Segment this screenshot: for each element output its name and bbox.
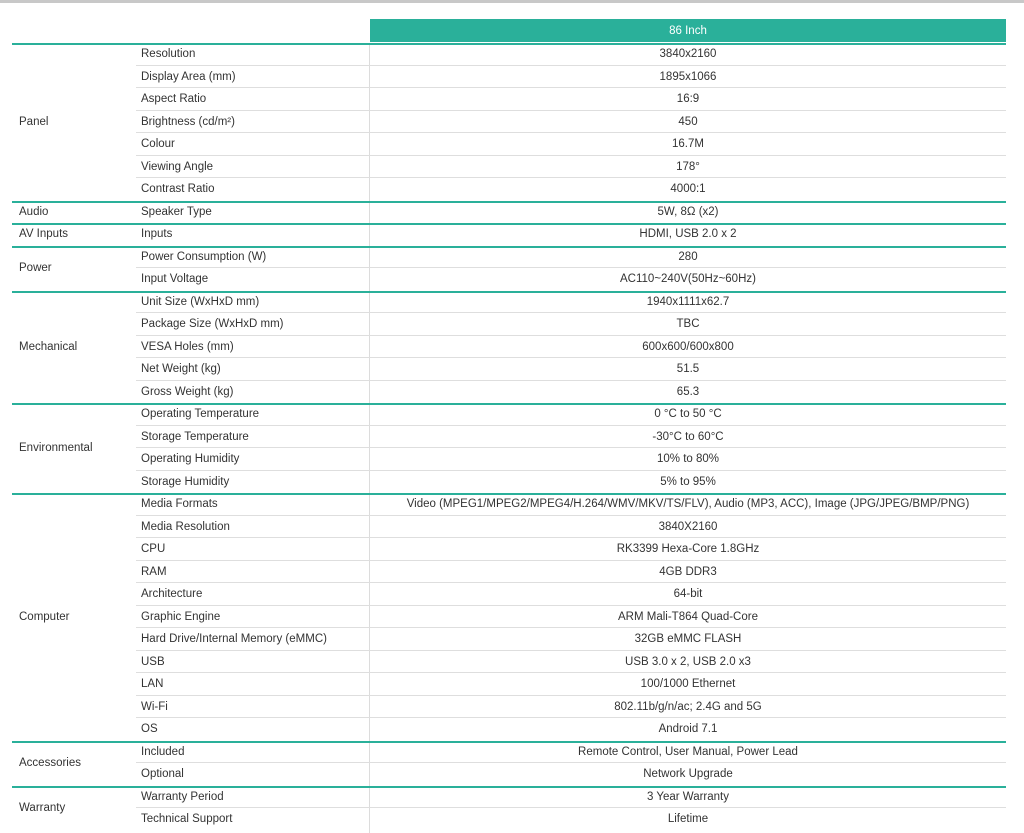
spec-key: CPU — [141, 543, 166, 555]
spec-key: LAN — [141, 678, 164, 690]
spec-row — [136, 246, 1006, 269]
spec-value: 3 Year Warranty — [646, 790, 730, 803]
spec-row — [136, 43, 1006, 66]
spec-row — [136, 763, 1006, 786]
spec-group-power — [12, 246, 1006, 291]
spec-value: Video (MPEG1/MPEG2/MPEG4/H.264/WMV/MKV/TS/FLV), Audio (MP3, ACC), Image (JPG/JPEG/BMP/PNG) — [406, 498, 970, 510]
spec-key: Storage Temperature — [141, 430, 249, 443]
spec-row — [136, 471, 1006, 494]
spec-value: 65.3 — [676, 385, 700, 398]
spec-value: AC110~240V(50Hz~60Hz) — [620, 273, 756, 285]
spec-row — [136, 741, 1006, 764]
spec-value: RK3399 Hexa-Core 1.8GHz — [616, 543, 760, 555]
spec-key: Net Weight (kg) — [141, 363, 221, 375]
spec-key: Warranty Period — [141, 790, 224, 803]
spec-row — [136, 786, 1006, 809]
group-label: Warranty — [19, 802, 66, 814]
spec-group-mechanical — [12, 291, 1006, 404]
spec-group-panel — [12, 43, 1006, 201]
spec-key: Operating Temperature — [141, 408, 260, 420]
spec-key: Architecture — [141, 588, 203, 600]
spec-row — [136, 628, 1006, 651]
group-label: AV Inputs — [19, 228, 69, 241]
spec-key: Operating Humidity — [141, 453, 240, 465]
spec-row — [136, 381, 1006, 404]
spec-row — [136, 651, 1006, 674]
spec-row — [136, 268, 1006, 291]
spec-key: VESA Holes (mm) — [141, 340, 234, 353]
spec-key: Contrast Ratio — [141, 183, 215, 195]
spec-group-accessories — [12, 741, 1006, 786]
spec-key: Brightness (cd/m²) — [141, 115, 235, 128]
spec-key: Speaker Type — [141, 205, 212, 218]
spec-value: ARM Mali-T864 Quad-Core — [618, 610, 758, 623]
spec-group-environmental — [12, 403, 1006, 493]
spec-value: 1895x1066 — [659, 70, 717, 83]
spec-value: 3840X2160 — [658, 520, 718, 533]
spec-group-av-inputs — [12, 223, 1006, 246]
spec-value: 16:9 — [676, 93, 700, 105]
spec-row — [136, 313, 1006, 336]
spec-row — [136, 358, 1006, 381]
spec-value: 3840x2160 — [659, 48, 717, 60]
spec-value: HDMI, USB 2.0 x 2 — [639, 228, 737, 240]
spec-group-audio — [12, 201, 1006, 224]
spec-key: Display Area (mm) — [141, 70, 236, 83]
spec-row — [136, 201, 1006, 224]
spec-key: Unit Size (WxHxD mm) — [141, 295, 260, 308]
spec-row — [136, 448, 1006, 471]
spec-value: -30°C to 60°C — [652, 430, 724, 443]
spec-row — [136, 133, 1006, 156]
spec-key: Included — [141, 745, 185, 758]
top-divider — [0, 0, 1024, 3]
group-label: Environmental — [19, 442, 93, 454]
spec-key: Gross Weight (kg) — [141, 385, 234, 398]
spec-row — [136, 561, 1006, 584]
spec-key: Power Consumption (W) — [141, 250, 267, 263]
spec-key: USB — [141, 655, 165, 668]
spec-key: Colour — [141, 138, 175, 150]
spec-row — [136, 178, 1006, 201]
spec-value: 802.11b/g/n/ac; 2.4G and 5G — [614, 700, 762, 713]
spec-value: 450 — [678, 115, 698, 128]
spec-value: 100/1000 Ethernet — [640, 678, 736, 690]
spec-key: Graphic Engine — [141, 610, 221, 623]
spec-key: Aspect Ratio — [141, 93, 207, 105]
spec-row — [136, 583, 1006, 606]
spec-row — [136, 606, 1006, 629]
spec-key: Resolution — [141, 48, 196, 60]
model-header — [370, 19, 1006, 42]
group-label: Computer — [19, 610, 70, 623]
spec-value: Network Upgrade — [643, 768, 733, 780]
spec-row — [136, 673, 1006, 696]
spec-key: OS — [141, 723, 158, 735]
spec-row — [136, 808, 1006, 831]
spec-value: 16.7M — [672, 138, 704, 150]
spec-value: Remote Control, User Manual, Power Lead — [578, 745, 798, 758]
spec-row — [136, 516, 1006, 539]
spec-value: USB 3.0 x 2, USB 2.0 x3 — [625, 655, 751, 668]
group-label: Accessories — [19, 757, 81, 769]
spec-value: 0 °C to 50 °C — [654, 408, 722, 420]
spec-value: 4GB DDR3 — [659, 565, 717, 578]
spec-row — [136, 223, 1006, 246]
spec-key: Technical Support — [141, 813, 233, 825]
spec-value: 1940x1111x62.7 — [646, 295, 730, 308]
spec-value: 10% to 80% — [656, 453, 719, 465]
spec-key: Media Formats — [141, 498, 218, 510]
spec-value: 51.5 — [676, 363, 700, 375]
spec-key: Viewing Angle — [141, 160, 214, 173]
model-header-label: 86 Inch — [669, 24, 707, 37]
spec-row — [136, 336, 1006, 359]
spec-value: Lifetime — [667, 813, 709, 825]
spec-row — [136, 156, 1006, 179]
spec-value: 600x600/600x800 — [642, 340, 734, 353]
spec-value: 32GB eMMC FLASH — [634, 633, 742, 645]
spec-value: TBC — [676, 318, 700, 330]
spec-value: 4000:1 — [670, 183, 706, 195]
spec-group-warranty — [12, 786, 1006, 831]
spec-row — [136, 66, 1006, 89]
spec-row — [136, 403, 1006, 426]
spec-row — [136, 696, 1006, 719]
spec-value: 5W, 8Ω (x2) — [657, 205, 719, 218]
spec-key: Media Resolution — [141, 520, 230, 533]
spec-value: 280 — [678, 250, 698, 263]
group-label: Panel — [19, 115, 49, 128]
spec-group-computer — [12, 493, 1006, 741]
group-label: Power — [19, 262, 52, 274]
spec-key: Hard Drive/Internal Memory (eMMC) — [141, 633, 327, 645]
spec-value: Android 7.1 — [658, 723, 718, 735]
spec-row — [136, 426, 1006, 449]
group-label: Audio — [19, 205, 49, 218]
spec-row — [136, 538, 1006, 561]
spec-key: RAM — [141, 565, 167, 578]
spec-row — [136, 88, 1006, 111]
spec-key: Wi-Fi — [141, 700, 168, 713]
spec-key: Package Size (WxHxD mm) — [141, 318, 284, 330]
spec-key: Storage Humidity — [141, 475, 230, 488]
spec-value: 64-bit — [673, 588, 703, 600]
spec-row — [136, 718, 1006, 741]
spec-value: 5% to 95% — [660, 475, 716, 488]
spec-row — [136, 111, 1006, 134]
spec-key: Inputs — [141, 228, 173, 240]
spec-key: Input Voltage — [141, 273, 209, 285]
group-label: Mechanical — [19, 340, 78, 353]
spec-value: 178° — [676, 160, 700, 173]
spec-row — [136, 493, 1006, 516]
spec-row — [136, 291, 1006, 314]
spec-key: Optional — [141, 768, 184, 780]
